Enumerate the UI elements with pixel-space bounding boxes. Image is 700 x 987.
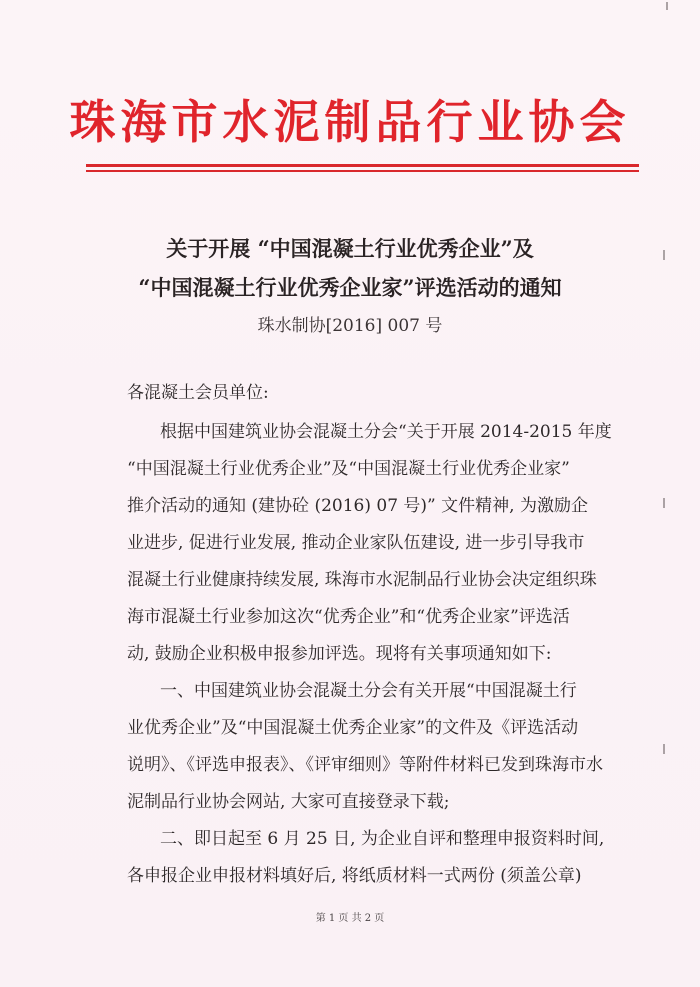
scan-artifact-mark	[663, 250, 665, 260]
scan-artifact-mark	[663, 744, 665, 754]
body-line: 混凝土行业健康持续发展, 珠海市水泥制品行业协会决定组织珠	[127, 570, 597, 590]
letterhead-divider-thin	[86, 170, 639, 172]
salutation: 各混凝土会员单位:	[127, 383, 269, 403]
scan-artifact-mark	[666, 2, 668, 10]
body-line: 说明》、《评选申报表》、《评审细则》等附件材料已发到珠海市水	[127, 755, 603, 775]
letterhead-divider-thick	[86, 164, 639, 167]
body-line: 各申报企业申报材料填好后, 将纸质材料一式两份 (须盖公章)	[127, 866, 582, 886]
body-line: 二、即日起至 6 月 25 日, 为企业自评和整理申报资料时间,	[160, 829, 605, 849]
organization-letterhead-title: 珠海市水泥制品行业协会	[69, 95, 631, 149]
document-number: 珠水制协[2016] 007 号	[257, 316, 443, 336]
body-line: 根据中国建筑业协会混凝土分会“关于开展 2014-2015 年度	[160, 422, 612, 442]
body-line: 业优秀企业”及“中国混凝土优秀企业家”的文件及《评选活动	[127, 718, 579, 738]
page-number-footer: 第 1 页 共 2 页	[315, 913, 385, 924]
scan-artifact-mark	[663, 498, 665, 508]
notice-title-line-1: 关于开展 “中国混凝土行业优秀企业”及	[166, 236, 534, 261]
body-line: 海市混凝土行业参加这次“优秀企业”和“优秀企业家”评选活	[127, 607, 570, 627]
body-line: 推介活动的通知 (建协砼 (2016) 07 号)” 文件精神, 为激励企	[127, 496, 588, 516]
body-line: “中国混凝土行业优秀企业”及“中国混凝土行业优秀企业家”	[127, 459, 570, 479]
body-line: 一、中国建筑业协会混凝土分会有关开展“中国混凝土行	[160, 681, 577, 701]
body-line: 动, 鼓励企业积极申报参加评选。现将有关事项通知如下:	[127, 644, 552, 664]
notice-title-line-2: “中国混凝土行业优秀企业家”评选活动的通知	[138, 275, 562, 300]
body-line: 泥制品行业协会网站, 大家可直接登录下载;	[127, 792, 450, 812]
body-line: 业进步, 促进行业发展, 推动企业家队伍建设, 进一步引导我市	[127, 533, 585, 553]
